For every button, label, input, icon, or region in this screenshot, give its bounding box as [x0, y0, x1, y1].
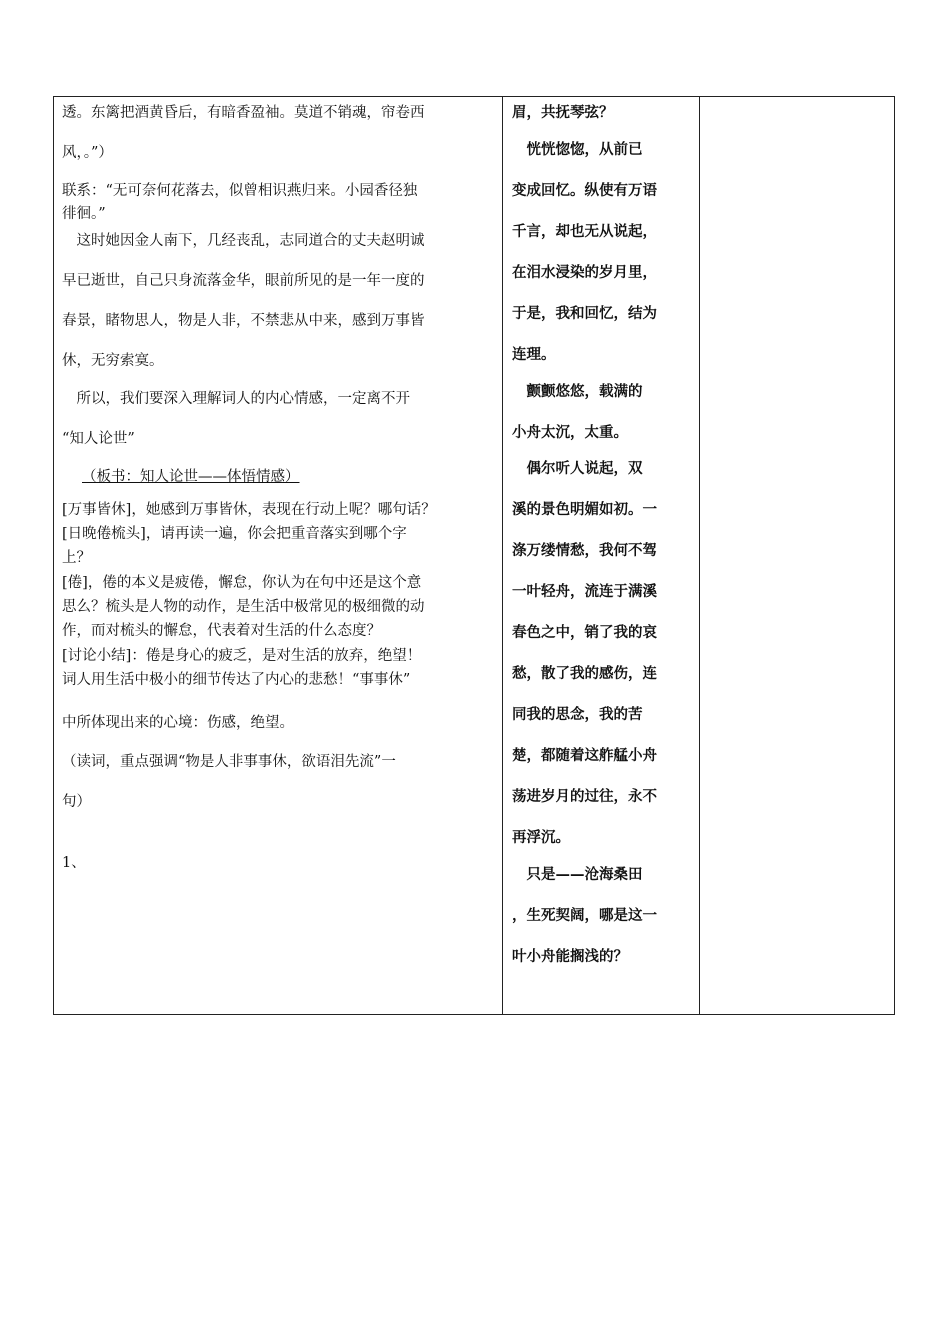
text-line: 作，而对梳头的懈怠，代表着对生活的什么态度？: [62, 623, 381, 639]
notes-column: [700, 97, 894, 1014]
text-line: 句）: [62, 794, 91, 810]
text-line: 楚，都随着这舴艋小舟: [512, 748, 657, 764]
text-line: 恍恍惚惚，从前已: [512, 142, 643, 158]
text-line: 愁，散了我的感伤，连: [512, 666, 657, 682]
text-line: 连理。: [512, 347, 556, 363]
column-divider: [502, 97, 503, 1014]
text-line: 变成回忆。纵使有万语: [512, 183, 657, 199]
text-line: 溪的景色明媚如初。一: [512, 502, 657, 518]
text-line: 叶小舟能搁浅的？: [512, 949, 628, 965]
text-line: 眉，共抚琴弦？: [512, 105, 614, 121]
text-line: 在泪水浸染的岁月里，: [512, 265, 657, 281]
text-line: 这时她因金人南下，几经丧乱，志同道合的丈夫赵明诚: [62, 233, 425, 249]
text-line: 千言，却也无从说起，: [512, 224, 657, 240]
text-line: 徘徊。”: [62, 206, 106, 222]
text-line: 偶尔听人说起，双: [512, 461, 643, 477]
text-line: 春色之中，销了我的哀: [512, 625, 657, 641]
text-line: （读词，重点强调“物是人非事事休，欲语泪先流”一: [62, 754, 396, 770]
text-line: [倦]，倦的本义是疲倦，懈怠，你认为在句中还是这个意: [62, 575, 422, 591]
text-line: 风，。”）: [62, 145, 113, 161]
text-line: 于是，我和回忆，结为: [512, 306, 657, 322]
text-line: 思么？梳头是人物的动作，是生活中极常见的极细微的动: [62, 599, 425, 615]
text-line: 春景，睹物思人，物是人非，不禁悲从中来，感到万事皆: [62, 313, 425, 329]
text-line: ，生死契阔，哪是这一: [512, 908, 657, 924]
lesson-table: [53, 96, 895, 1015]
board-note: （板书：知人论世——体悟情感）: [82, 469, 300, 485]
text-line: 小舟太沉，太重。: [512, 425, 628, 441]
text-line: 中所体现出来的心境：伤感，绝望。: [62, 715, 294, 731]
text-line: 词人用生活中极小的细节传达了内心的悲愁！“事事休”: [62, 672, 411, 688]
text-line: 上？: [62, 550, 91, 566]
text-line: 所以，我们要深入理解词人的内心情感，一定离不开: [62, 391, 410, 407]
text-line: 再浮沉。: [512, 830, 570, 846]
text-line: 休，无穷索寞。: [62, 353, 164, 369]
text-line: 涤万缕情愁，我何不驾: [512, 543, 657, 559]
text-line: 1、: [62, 855, 86, 871]
text-line: [万事皆休]，她感到万事皆休，表现在行动上呢？哪句话？: [62, 502, 436, 518]
text-line: [日晚倦梳头]，请再读一遍，你会把重音落实到哪个字: [62, 526, 407, 542]
text-line: 一叶轻舟，流连于满溪: [512, 584, 657, 600]
text-line: 颤颤悠悠，载满的: [512, 384, 643, 400]
text-line: [讨论小结]：倦是身心的疲乏，是对生活的放弃，绝望！: [62, 648, 422, 664]
text-line: “知人论世”: [62, 431, 135, 447]
text-line: 只是——沧海桑田: [512, 867, 643, 883]
text-line: 同我的思念，我的苦: [512, 707, 643, 723]
text-line: 透。东篱把酒黄昏后，有暗香盈袖。莫道不销魂，帘卷西: [62, 105, 425, 121]
text-line: 早已逝世，自己只身流落金华，眼前所见的是一年一度的: [62, 273, 425, 289]
text-line: 荡进岁月的过往，永不: [512, 789, 657, 805]
text-line: 联系：“无可奈何花落去，似曾相识燕归来。小园香径独: [62, 183, 418, 199]
